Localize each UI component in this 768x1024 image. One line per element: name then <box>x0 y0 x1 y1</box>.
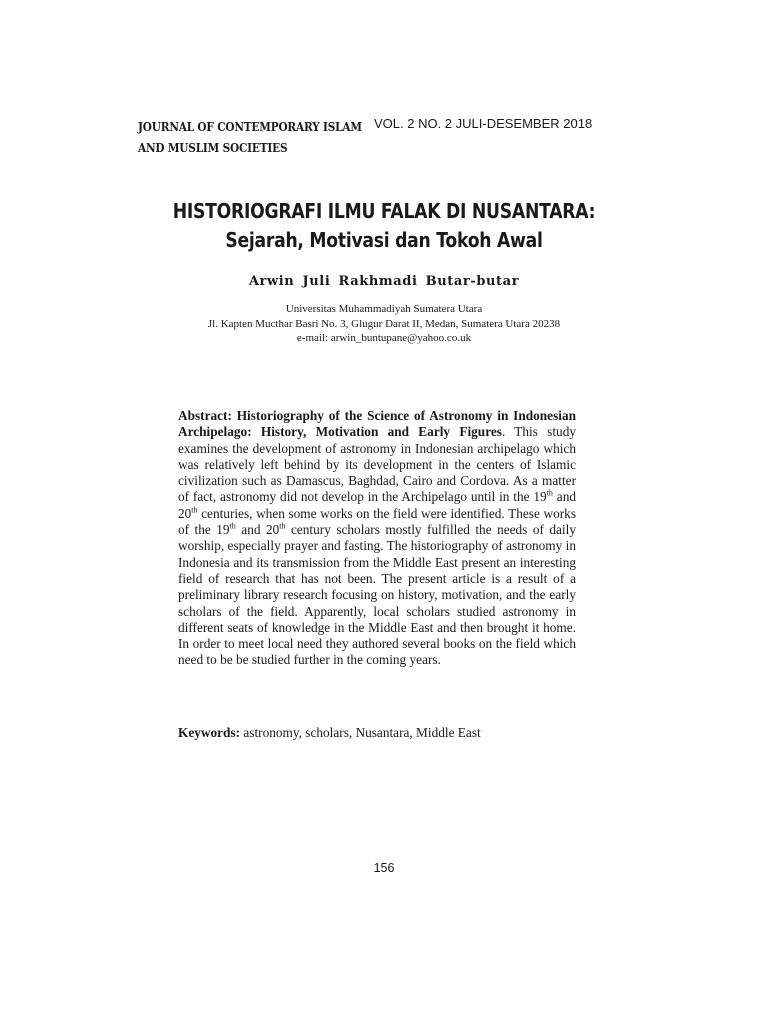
abstract-heading: Abstract: Historiography of the Science of Astronomy in Indonesian Archipelago: History, Motivation and Early Figures <box>178 408 576 440</box>
author-email: e-mail: arwin_buntupane@yahoo.co.uk <box>296 332 472 344</box>
keywords-label: Keywords: <box>178 725 241 740</box>
author-name: Arwin Juli Rakhmadi Butar-butar <box>248 274 520 289</box>
ordinal-suffix: th <box>191 505 198 515</box>
page-number: 156 <box>373 861 395 875</box>
ordinal-suffix: th <box>546 489 553 499</box>
article-title: HISTORIOGRAFI ILMU FALAK DI NUSANTARA: <box>172 199 596 223</box>
keywords-list: astronomy, scholars, Nusantara, Middle East <box>240 725 481 740</box>
abstract-text: . This study examines the development of astronomy in Indonesian archipelago which was relatively left behind by its development in the centers of Islamic civilization such as Damascus, Baghdad, Cairo and Cordova. As a matter of fact, astronomy did not develop in the Archipelago until in the 19 <box>178 424 576 505</box>
journal-name-line-1: JOURNAL OF CONTEMPORARY ISLAM <box>138 119 362 134</box>
abstract-paragraph <box>178 408 576 669</box>
keywords <box>178 725 481 741</box>
ordinal-suffix: th <box>229 521 236 531</box>
journal-name <box>138 116 362 158</box>
abstract-text: and 20 <box>178 489 576 521</box>
ordinal-suffix: th <box>279 521 286 531</box>
abstract-text: century scholars mostly fulfilled the needs of daily worship, especially prayer and fasting. The historiography of astronomy in Indonesia and its transmission from the Middle East present an interesting field of research that has not been. The present article is a result of a preliminary library research focusing on history, motivation, and the early scholars of the field. Apparently, local scholars studied astronomy in different seats of knowledge in the Middle East and then brought it home. In order to meet local need they authored several books on the field which need to be be studied further in the coming years. <box>178 522 576 668</box>
volume-issue: VOL. 2 NO. 2 JULI-DESEMBER 2018 <box>374 116 593 131</box>
journal-name-line-2: AND MUSLIM SOCIETIES <box>138 140 288 155</box>
abstract-text: centuries, when some works on the field were identified. These works of the 19 <box>178 505 576 538</box>
author-address: Jl. Kapten Mucthar Basri No. 3, Glugur Darat II, Medan, Sumatera Utara 20238 <box>207 318 561 330</box>
abstract-text: and 20 <box>235 522 280 538</box>
author-affiliation: Universitas Muhammadiyah Sumatera Utara <box>285 303 483 315</box>
article-subtitle: Sejarah, Motivasi dan Tokoh Awal <box>225 228 543 252</box>
